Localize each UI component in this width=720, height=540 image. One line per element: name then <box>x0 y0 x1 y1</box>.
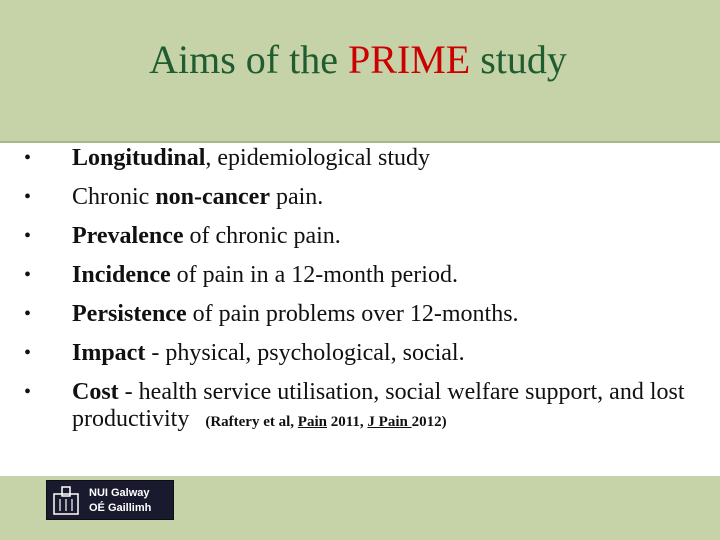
logo-line-1: NUI Galway <box>89 487 150 499</box>
citation-part: 2011, <box>326 414 368 430</box>
bullet-text-pre: Chronic <box>72 184 156 210</box>
bullet-list <box>24 145 714 448</box>
bullet-icon: • <box>24 264 32 286</box>
bullet-text: of chronic pain. <box>183 223 341 249</box>
bullet-bold: Impact <box>72 340 146 366</box>
bullet-bold: Cost <box>72 379 119 405</box>
title-accent: PRIME <box>347 37 471 82</box>
bullet-text: , epidemiological study <box>205 145 431 171</box>
bullet-icon: • <box>24 381 32 403</box>
citation-part: (Raftery et al, <box>205 414 298 430</box>
citation <box>205 414 446 430</box>
nui-galway-logo <box>46 480 174 520</box>
bullet-bold: Incidence <box>72 262 171 288</box>
bullet-bold: Persistence <box>72 301 187 327</box>
bullet-bold: Longitudinal <box>72 145 206 171</box>
citation-part: 2012) <box>411 414 447 430</box>
bullet-text: of pain in a 12-month period. <box>170 262 458 288</box>
bullet-item <box>24 223 714 250</box>
bullet-bold: non-cancer <box>155 184 270 210</box>
slide-title <box>0 36 716 83</box>
bullet-text: - physical, psychological, social. <box>145 340 465 366</box>
bullet-item <box>24 379 714 436</box>
title-part-1: Aims of the <box>149 37 348 82</box>
logo-line-2: OÉ Gaillimh <box>89 502 152 514</box>
citation-journal: Pain <box>297 414 327 430</box>
bullet-icon: • <box>24 186 32 208</box>
citation-journal: J Pain <box>367 414 412 430</box>
bullet-item <box>24 145 714 172</box>
bullet-icon: • <box>24 303 32 325</box>
bullet-item <box>24 262 714 289</box>
bullet-text: of pain problems over 12-months. <box>186 301 519 327</box>
university-crest-icon <box>51 484 81 516</box>
title-divider <box>0 141 720 143</box>
title-part-2: study <box>470 37 567 82</box>
bullet-text: - health service utilisation, social welfare support, and lost productivity <box>72 379 685 432</box>
bullet-item <box>24 301 714 328</box>
bullet-icon: • <box>24 342 32 364</box>
bullet-text: pain. <box>269 184 324 210</box>
bullet-icon: • <box>24 147 32 169</box>
bullet-item <box>24 340 714 367</box>
bullet-bold: Prevalence <box>72 223 184 249</box>
bullet-icon: • <box>24 225 32 247</box>
bullet-item <box>24 184 714 211</box>
